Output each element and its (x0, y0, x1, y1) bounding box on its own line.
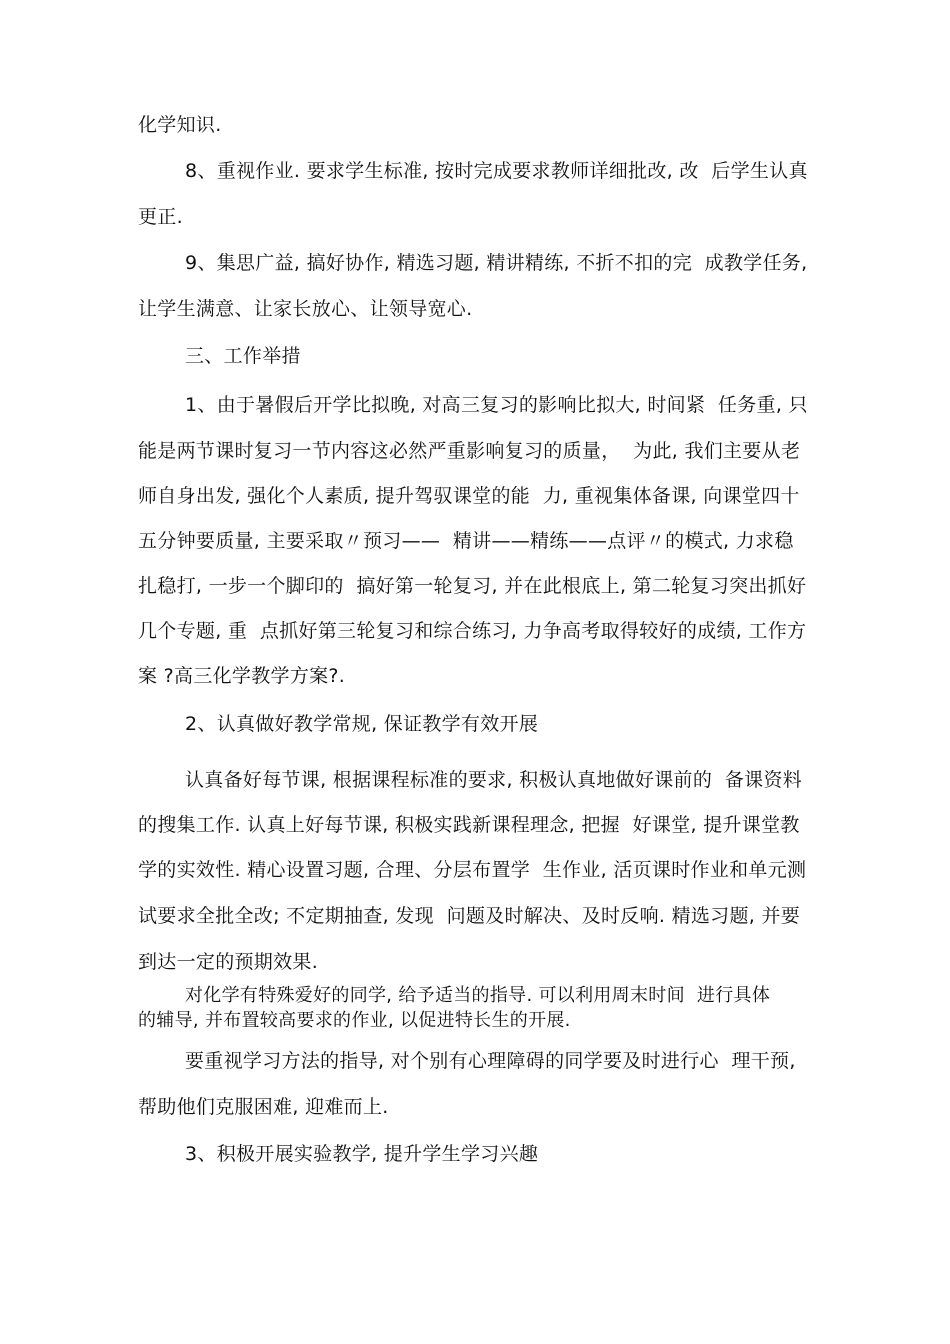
item-2-heading: 2、认真做好教学常规, 保证教学有效开展 (185, 713, 539, 735)
item-1-line-6: 几个专题, 重 点抓好第三轮复习和综合练习, 力争高考取得较好的成绩, 工作方 (138, 620, 807, 642)
item-1-line-3: 师自身出发, 强化个人素质, 提升驾驭课堂的能 力, 重视集体备课, 向课堂四十 (138, 485, 800, 507)
paragraph-line: 要重视学习方法的指导, 对个别有心理障碍的同学要及时进行心 理干预, (185, 1050, 796, 1072)
text-line: 化学知识. (138, 114, 222, 136)
item-8-line-1: 8、重视作业. 要求学生标准, 按时完成要求教师详细批改, 改 后学生认真 (185, 160, 808, 182)
item-9-line-2: 让学生满意、让家长放心、让领导宽心. (138, 298, 473, 320)
paragraph-line: 学的实效性. 精心设置习题, 合理、分层布置学 生作业, 活页课时作业和单元测 (138, 859, 807, 881)
item-1-line-5: 扎稳打, 一步一个脚印的 搞好第一轮复习, 并在此根底上, 第二轮复习突出抓好 (138, 575, 807, 597)
item-1-line-4: 五分钟要质量, 主要采取〃预习—— 精讲——精练——点评〃的模式, 力求稳 (138, 530, 794, 552)
paragraph-line: 到达一定的预期效果. (138, 951, 319, 973)
paragraph-line: 对化学有特殊爱好的同学, 给予适当的指导. 可以利用周末时间 进行具体 (185, 985, 771, 1006)
paragraph-line: 试要求全批全改; 不定期抽查, 发现 问题及时解决、及时反响. 精选习题, 并要 (138, 905, 801, 927)
item-9-line-1: 9、集思广益, 搞好协作, 精选习题, 精讲精练, 不折不扣的完 成教学任务, (185, 252, 808, 274)
item-1-line-7: 案 ?高三化学教学方案?. (138, 665, 346, 687)
paragraph-line: 帮助他们克服困难, 迎难而上. (138, 1096, 389, 1118)
section-heading: 三、工作举措 (185, 345, 301, 367)
paragraph-line: 的辅导, 并布置较高要求的作业, 以促进特长生的开展. (138, 1010, 571, 1031)
paragraph-line: 的搜集工作. 认真上好每节课, 积极实践新课程理念, 把握 好课堂, 提升课堂教 (138, 814, 800, 836)
paragraph-line: 认真备好每节课, 根据课程标准的要求, 积极认真地做好课前的 备课资料 (185, 769, 803, 791)
item-3-heading: 3、积极开展实验教学, 提升学生学习兴趣 (185, 1143, 539, 1165)
item-1-line-1: 1、由于暑假后开学比拟晚, 对高三复习的影响比拟大, 时间紧 任务重, 只 (185, 394, 808, 416)
item-8-line-2: 更正. (138, 206, 183, 228)
item-1-line-2: 能是两节课时复习一节内容这必然严重影响复习的质量， 为此, 我们主要从老 (138, 440, 801, 462)
